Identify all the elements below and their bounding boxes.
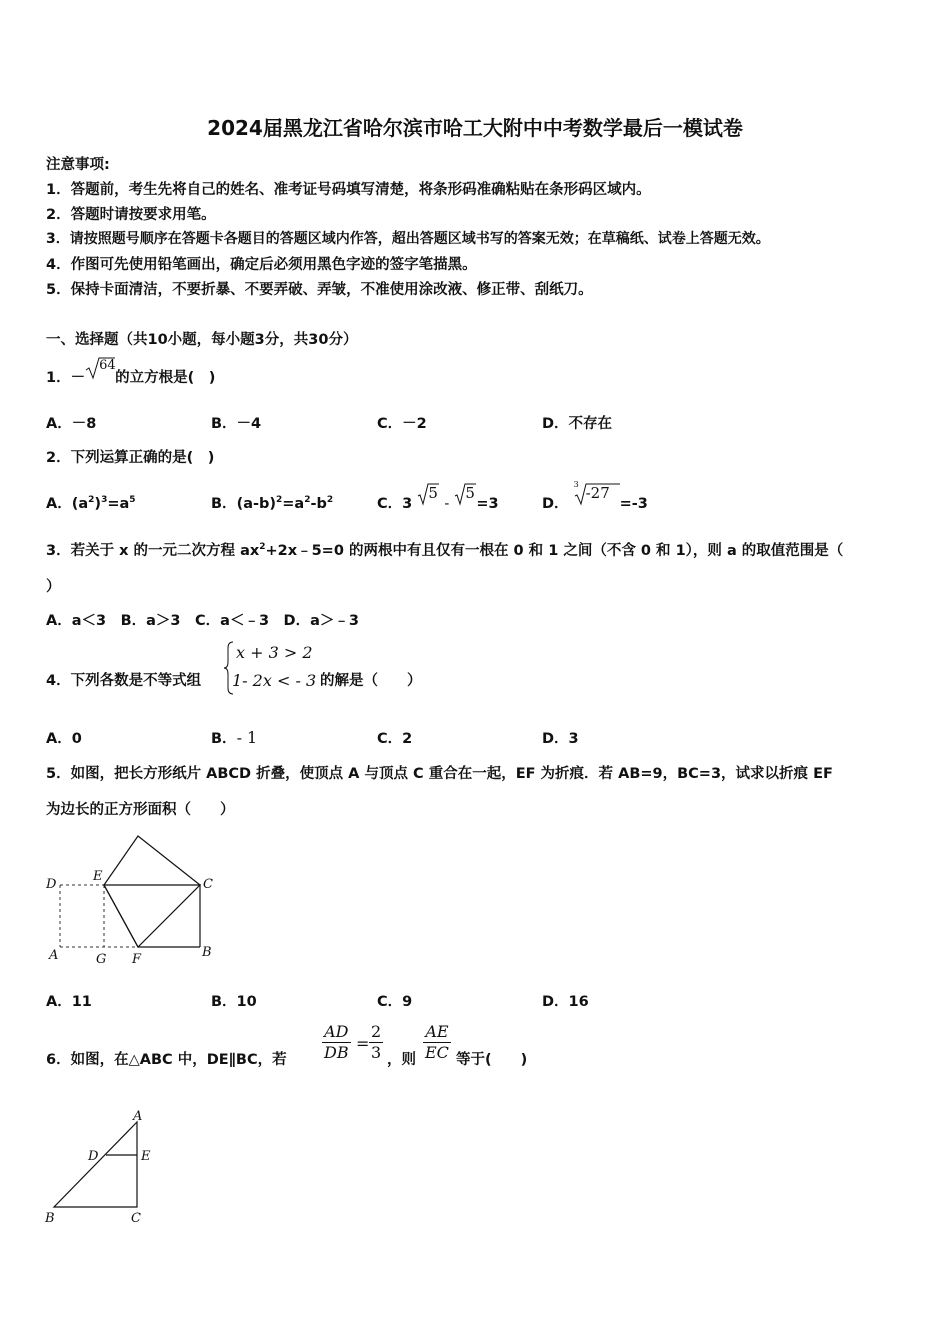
q5-option-c: C．9 bbox=[377, 994, 413, 1010]
label-a: A bbox=[49, 948, 59, 963]
q5-figure bbox=[40, 828, 230, 968]
label-c: C bbox=[131, 1211, 141, 1226]
page-title: 2024届黑龙江省哈尔滨市哈工大附中中考数学最后一模试卷 bbox=[207, 116, 743, 140]
triangle-abc bbox=[54, 1122, 137, 1207]
q5-option-b: B．10 bbox=[211, 994, 257, 1010]
q4-option-c: C．2 bbox=[377, 731, 413, 747]
notice-item: 3．请按照题号顺序在答题卡各题目的答题区域内作答，超出答题区域书写的答案无效；在草稿纸、试卷上答题无效。 bbox=[46, 231, 770, 247]
fold-line-ef bbox=[104, 885, 138, 947]
q3-options: A．a＜3 B．a＞3 C．a＜﹣3 D．a＞﹣3 bbox=[46, 613, 359, 629]
question-1 bbox=[46, 358, 216, 387]
section-heading: 一、选择题（共10小题，每小题3分，共30分） bbox=[46, 332, 358, 348]
notice-heading: 注意事项: bbox=[46, 157, 110, 173]
q6-figure bbox=[40, 1100, 180, 1230]
label-a: A bbox=[133, 1109, 143, 1124]
q1-option-c: C．－2 bbox=[377, 416, 427, 432]
notice-item: 5．保持卡面清洁，不要折暴、不要弄破、弄皱，不准使用涂改液、修正带、刮纸刀。 bbox=[46, 282, 593, 298]
equals-sign: = bbox=[356, 1034, 370, 1053]
q1-option-d: D．不存在 bbox=[542, 416, 613, 432]
q5-option-d: D．16 bbox=[542, 994, 589, 1010]
q4-option-b: B．- 1 bbox=[211, 728, 258, 747]
label-c: C bbox=[203, 877, 213, 892]
folded-edge bbox=[104, 836, 200, 885]
label-g: G bbox=[96, 952, 107, 967]
inequality-1: x + 3 > 2 bbox=[236, 643, 313, 662]
question-2: 2．下列运算正确的是( ) bbox=[46, 450, 215, 466]
q2-option-b: B．$(a-b)^2=a^2-b^2$ bbox=[211, 495, 334, 512]
ratio-ad-db: $\frac{AD}{DB}$ bbox=[324, 1022, 349, 1062]
q1-option-a: A．－8 bbox=[46, 416, 97, 432]
question-6-suffix: 等于( ) bbox=[456, 1052, 528, 1068]
question-6-mid: ，则 bbox=[387, 1052, 416, 1068]
fold-triangle bbox=[104, 885, 200, 947]
notice-item: 4．作图可先使用铅笔画出，确定后必须用黑色字迹的签字笔描黑。 bbox=[46, 257, 477, 273]
label-f: F bbox=[132, 952, 142, 967]
label-e: E bbox=[93, 869, 103, 884]
question-4-prefix: 4．下列各数是不等式组 bbox=[46, 673, 202, 689]
inequality-2: 1- 2x < - 3 bbox=[232, 671, 317, 690]
ratio-ae-ec: $\frac{AE}{EC}$ bbox=[425, 1022, 449, 1062]
q1-radicand: 64 bbox=[99, 358, 116, 373]
question-3-line-2: ） bbox=[46, 579, 61, 595]
q2-option-a: A．$(a^2)^3=a^5$ bbox=[46, 495, 136, 512]
q2-option-d: D． 3 -27 =-3 bbox=[542, 480, 648, 512]
label-d: D bbox=[88, 1149, 99, 1164]
q4-option-d: D．3 bbox=[542, 731, 579, 747]
question-6-prefix: 6．如图，在△ABC 中，DE∥BC，若 bbox=[46, 1052, 287, 1068]
ratio-2-3: $\frac{2}{3}$ bbox=[371, 1022, 382, 1062]
q1-prefix: 1．－ bbox=[46, 370, 86, 386]
q1-option-b: B．－4 bbox=[211, 416, 262, 432]
q1-radical bbox=[85, 358, 116, 384]
question-5: 5．如图，把长方形纸片 ABCD 折叠，使顶点 A 与顶点 C 重合在一起，EF 为折痕．若 AB=9，BC=3，试求以折痕 EF bbox=[46, 766, 833, 782]
notice-item: 1．答题前，考生先将自己的姓名、准考证号码填写清楚，将条形码准确粘贴在条形码区域内。 bbox=[46, 182, 651, 198]
question-3: 3．若关于 x 的一元二次方程 $ax^2+2x﹣5=0$ 的两根中有且仅有一根在 0 和 1 之间（不含 0 和 1），则 a 的取值范围是（ bbox=[46, 542, 844, 559]
label-d: D bbox=[46, 877, 57, 892]
q5-option-a: A．11 bbox=[46, 994, 92, 1010]
question-5-line-2: 为边长的正方形面积（ ） bbox=[46, 802, 235, 818]
q1-suffix: 的立方根是( ) bbox=[115, 370, 216, 386]
question-4-suffix: 的解是（ ） bbox=[320, 673, 422, 689]
label-e: E bbox=[141, 1149, 151, 1164]
notice-item: 2．答题时请按要求用笔。 bbox=[46, 207, 216, 223]
q4-option-a: A．0 bbox=[46, 731, 82, 747]
label-b: B bbox=[45, 1211, 55, 1226]
q2-option-c: C．3 5 - 5 =3 bbox=[377, 484, 499, 512]
label-b: B bbox=[202, 945, 212, 960]
